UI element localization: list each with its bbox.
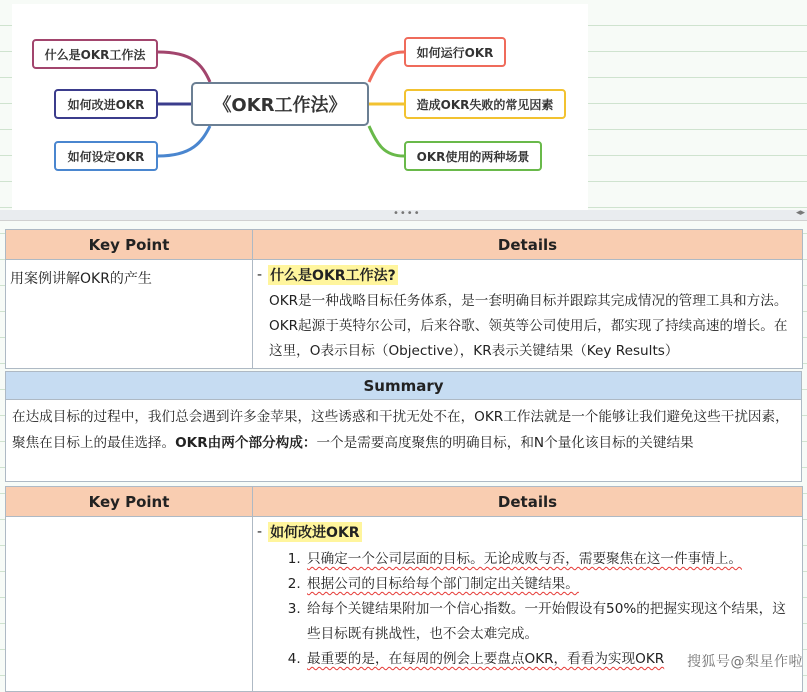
summary-text-part1: 在达成目标的过程中，我们总会遇到许多金苹果，这些诱惑和干扰无处不在，OKR工作法就是一个能够让我们避免这些干扰因素，聚焦在目标上的最佳选择。 <box>12 409 789 451</box>
summary-text <box>6 400 801 460</box>
cornell-table-2 <box>5 486 803 692</box>
summary-text-bold: OKR由两个部分构成： <box>175 435 317 451</box>
connector-left-1 <box>158 52 210 82</box>
splitter-arrows-icon[interactable]: ◂▸ <box>795 208 805 218</box>
step-text: 根据公司的目标给每个部门制定出关键结果。 <box>307 576 579 592</box>
key-point-header: Key Point <box>6 230 253 260</box>
key-point-header: Key Point <box>6 487 253 517</box>
list-item <box>305 572 794 597</box>
detail-text: OKR是一种战略目标任务体系，是一套明确目标并跟踪其完成情况的管理工具和方法。OKR起源于英特尔公司，后来谷歌、领英等公司使用后，都实现了持续高速的增长。在这里，O表示目标（Objective），KR表示关键结果（Key Results） <box>269 293 788 359</box>
step-text: 最重要的是，在每周的例会上要盘点OKR，看看为实现OKR <box>307 651 665 667</box>
connector-right-1 <box>369 52 404 82</box>
list-item <box>305 597 794 647</box>
summary-header: Summary <box>6 372 802 400</box>
key-point-cell[interactable] <box>6 260 253 369</box>
details-cell[interactable] <box>253 260 803 369</box>
pane-splitter[interactable] <box>0 210 807 221</box>
mindmap-node-what-is-okr: 什么是OKR工作法 <box>32 39 158 69</box>
watermark: 搜狐号@梨星作啦 <box>687 654 803 670</box>
bullet-dash: - <box>257 524 263 540</box>
step-text: 只确定一个公司层面的目标。无论成败与否，需要聚焦在这一件事情上。 <box>307 551 742 567</box>
list-item <box>305 547 794 572</box>
bullet-dash: - <box>257 267 263 283</box>
mindmap-node-two-scenarios: OKR使用的两种场景 <box>404 141 542 171</box>
splitter-grip-icon[interactable]: •••• <box>393 208 421 219</box>
summary-text-part2: 一个是需要高度聚焦的明确目标，和N个量化该目标的关键结果 <box>316 435 694 451</box>
summary-table <box>5 371 802 482</box>
mindmap-node-set-okr: 如何设定OKR <box>54 141 158 171</box>
details-header: Details <box>253 487 803 517</box>
mindmap-node-failure-factors: 造成OKR失败的常见因素 <box>404 89 566 119</box>
key-point-text: 用案例讲解OKR的产生 <box>10 271 152 287</box>
mindmap-center-node: 《OKR工作法》 <box>191 82 369 126</box>
summary-cell[interactable] <box>6 400 802 482</box>
details-header: Details <box>253 230 803 260</box>
mindmap-node-improve-okr: 如何改进OKR <box>54 89 158 119</box>
connector-right-3 <box>369 126 404 156</box>
mindmap-node-run-okr: 如何运行OKR <box>404 37 506 67</box>
mindmap-image <box>12 4 588 210</box>
cornell-table-1 <box>5 229 803 369</box>
connector-left-3 <box>158 126 210 156</box>
detail-title: 什么是OKR工作法? <box>268 265 398 285</box>
key-point-cell[interactable] <box>6 517 253 692</box>
detail-title: 如何改进OKR <box>268 522 362 542</box>
step-text: 给每个关键结果附加一个信心指数。一开始假设有50%的把握实现这个结果，这些目标既有挑战性，也不会太难完成。 <box>307 601 786 642</box>
